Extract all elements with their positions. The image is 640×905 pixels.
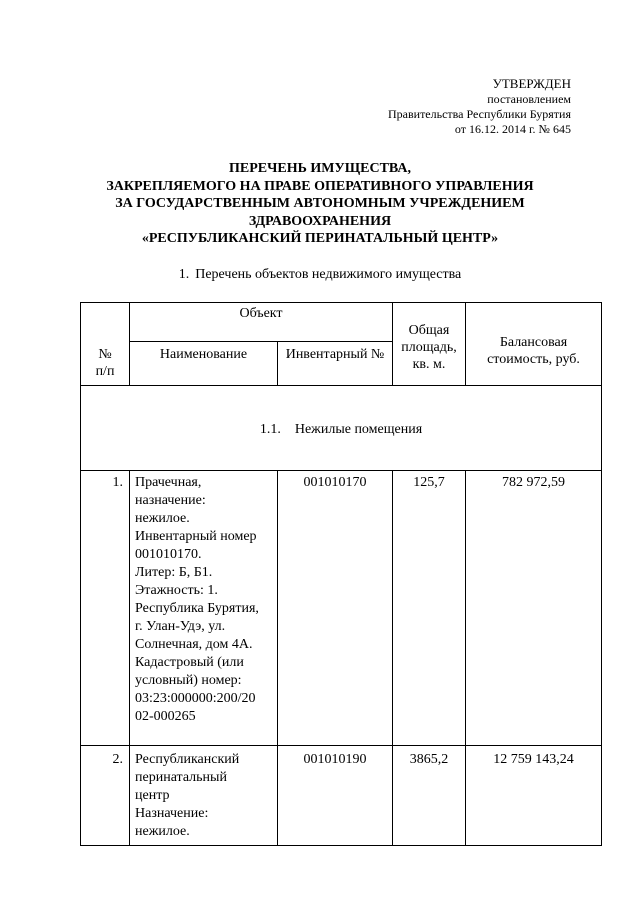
section-label: Перечень объектов недвижимого имущества [195, 267, 462, 282]
row-1-inventory: 001010170 [303, 475, 367, 490]
row-2-inventory: 001010190 [303, 752, 367, 767]
header-cost-line-2: стоимость, руб. [487, 352, 580, 367]
header-area-line-1: Общая [408, 323, 450, 338]
header-object: Объект [239, 306, 283, 321]
approval-line-3: Правительства Республики Бурятия [387, 107, 571, 121]
approval-block [388, 76, 571, 137]
row-1-num: 1. [112, 475, 123, 490]
subsection-row [81, 421, 601, 439]
row-1-area: 125,7 [413, 475, 445, 490]
subsection-number: 1.1. [259, 422, 281, 437]
section-heading [0, 266, 640, 283]
header-area-line-2: площадь, [401, 340, 457, 355]
title-line-5: «РЕСПУБЛИКАНСКИЙ ПЕРИНАТАЛЬНЫЙ ЦЕНТР» [141, 231, 499, 246]
header-area-line-3: кв. м. [412, 357, 446, 372]
approval-line-4: от 16.12. 2014 г. № 645 [454, 122, 571, 136]
header-num [81, 346, 129, 380]
approval-line-2: постановлением [487, 92, 571, 106]
subsection-label: Нежилые помещения [294, 422, 423, 437]
header-name: Наименование [159, 347, 248, 362]
header-inventory: Инвентарный № [285, 347, 385, 362]
header-area [393, 322, 465, 373]
row-1-cost: 782 972,59 [502, 475, 565, 490]
approval-line-1: УТВЕРЖДЕН [492, 76, 571, 91]
header-cost [466, 334, 601, 368]
header-num-line-2: п/п [95, 364, 115, 379]
row-2-num: 2. [112, 752, 123, 767]
row-2-cost: 12 759 143,24 [493, 752, 574, 767]
row-1-name: Прачечная, назначение: нежилое. Инвентарный номер 001010170. Литер: Б, Б1. Этажность: 1. Республика Бурятия, г. Улан-Удэ, ул. Солнечная, дом 4А. Кадастровый (или условный) номер: 03:23:000000:200/20 02-000265 [135, 475, 259, 724]
section-number: 1. [178, 267, 190, 282]
title-line-2: ЗАКРЕПЛЯЕМОГО НА ПРАВЕ ОПЕРАТИВНОГО УПРАВЛЕНИЯ [106, 178, 534, 194]
document-title [0, 160, 640, 248]
title-line-4: ЗДРАВООХРАНЕНИЯ [248, 213, 392, 229]
header-num-line-1: № [98, 347, 112, 362]
row-2-area: 3865,2 [409, 752, 449, 767]
header-cost-line-1: Балансовая [499, 335, 568, 350]
title-line-3: ЗА ГОСУДАРСТВЕННЫМ АВТОНОМНЫМ УЧРЕЖДЕНИЕМ [115, 196, 525, 211]
row-2-name: Республиканский перинатальный центр Назначение: нежилое. [135, 752, 240, 839]
title-line-1: ПЕРЕЧЕНЬ ИМУЩЕСТВА, [229, 161, 411, 176]
